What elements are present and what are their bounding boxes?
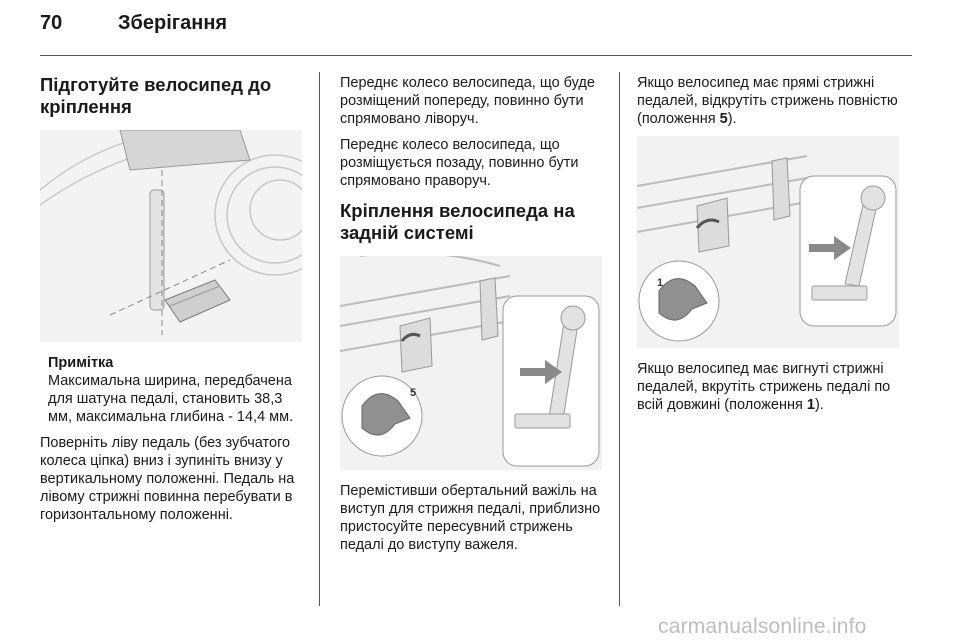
column-1 bbox=[40, 74, 302, 532]
paragraph-curved-rods: Якщо велосипед має вигнуті стрижні педалей, вкрутіть стрижень педалі по всій довжині (положення 1). bbox=[637, 361, 891, 413]
rotary-lever-illustration bbox=[340, 256, 602, 470]
paragraph-straight-rods: Якщо велосипед має прямі стрижні педалей, відкрутіть стрижень повністю (положення 5). bbox=[637, 75, 898, 127]
paragraph-front-wheel-rear: Переднє колесо велосипеда, що розміщується позаду, повинно бути спрямовано праворуч. bbox=[340, 137, 579, 189]
paragraph-rotate-pedal: Поверніть ліву педаль (без зубчатого колеса ціпка) вниз і зупиніть внизу у вертикальному положенні. Педаль на лівому стрижні повинна перебувати в горизонтальному положенні. bbox=[40, 435, 295, 523]
column-3 bbox=[637, 74, 905, 422]
watermark: carmanualsonline.info bbox=[658, 615, 867, 638]
note-text: Максимальна ширина, передбачена для шатуна педалі, становить 38,3 мм, максимальна глибина - 14,4 мм. bbox=[48, 373, 294, 425]
note-box bbox=[48, 354, 302, 426]
column-divider-1 bbox=[319, 72, 320, 606]
paragraph-move-lever: Перемістивши обертальний важіль на виступ для стрижня педалі, приблизно пристосуйте пересувний стрижень педалі до виступу важеля. bbox=[340, 483, 601, 553]
column-divider-2 bbox=[619, 72, 620, 606]
page-number: 70 bbox=[40, 12, 63, 34]
note-title: Примітка bbox=[48, 355, 114, 371]
section-title: Зберігання bbox=[118, 12, 228, 34]
heading-mount-rear: Кріплення велосипеда на задній системі bbox=[340, 200, 575, 243]
knob-position-label: 5 bbox=[410, 387, 417, 399]
paragraph-front-wheel-front: Переднє колесо велосипеда, що буде розміщений попереду, повинно бути спрямовано ліворуч. bbox=[340, 75, 595, 127]
column-2 bbox=[340, 74, 604, 562]
heading-prepare-bicycle: Підготуйте велосипед до кріплення bbox=[40, 74, 272, 117]
knob-position-label: 1 bbox=[657, 277, 664, 289]
header-rule bbox=[40, 55, 912, 56]
pedal-rod-illustration bbox=[637, 136, 899, 348]
pedal-illustration bbox=[40, 130, 302, 342]
